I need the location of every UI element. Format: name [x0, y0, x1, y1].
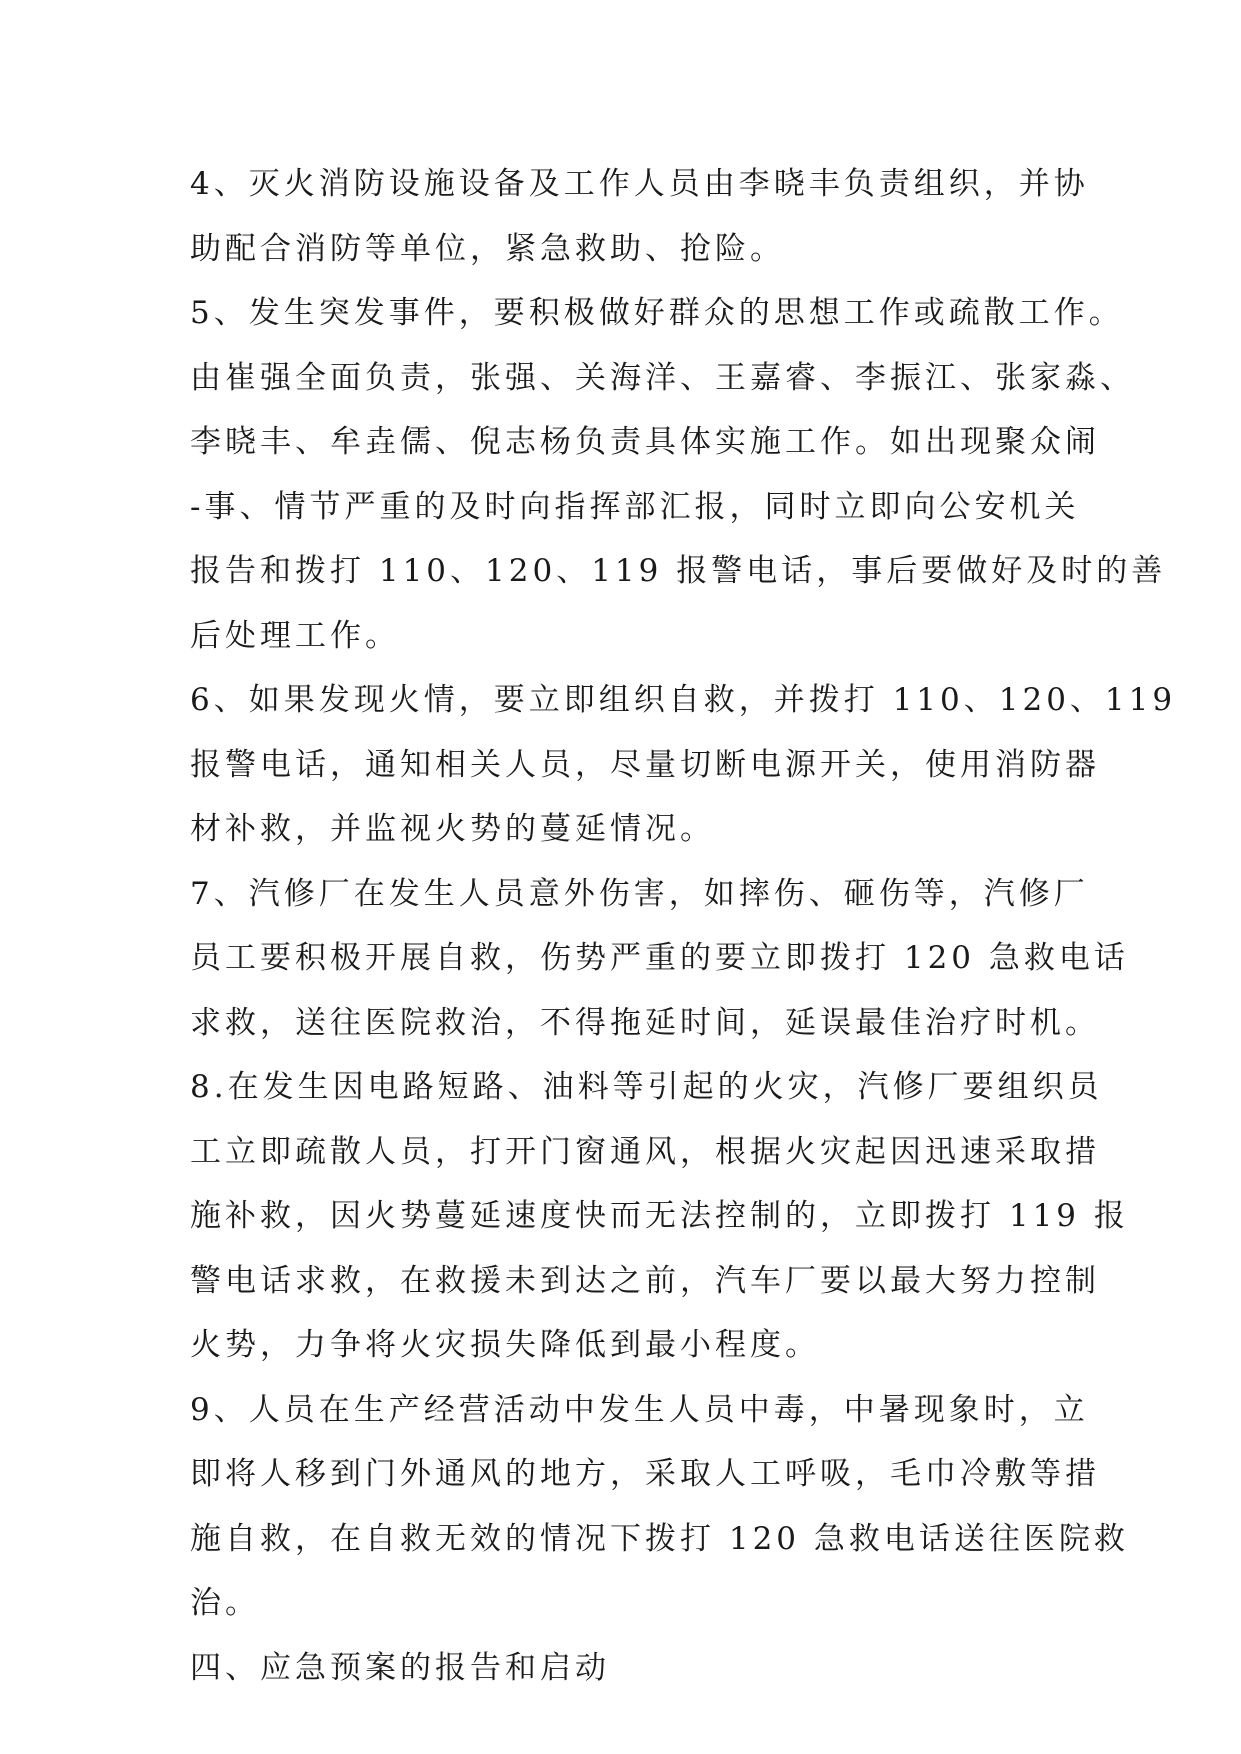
- text-line: 助配合消防等单位，紧急救助、抢险。: [190, 230, 785, 267]
- text-line: 8.在发生因电路短路、油料等引起的火灾，汽修厂要组织员: [190, 1069, 1103, 1105]
- text-line: 后处理工作。: [190, 617, 400, 654]
- text-line: 由崔强全面负责，张强、关海洋、王嘉睿、李振江、张家淼、: [190, 359, 1135, 396]
- text-line: 火势，力争将火灾损失降低到最小程度。: [190, 1327, 820, 1363]
- text-line: 警电话求救，在救援未到达之前，汽车厂要以最大努力控制: [190, 1262, 1100, 1299]
- text-line: -事、情节严重的及时向指挥部汇报，同时立即向公安机关: [190, 488, 1080, 525]
- text-line: 即将人移到门外通风的地方，采取人工呼吸，毛巾冷敷等措: [190, 1456, 1100, 1492]
- text-line: 李晓丰、牟垚儒、倪志杨负责具体实施工作。如出现聚众闹: [190, 424, 1100, 460]
- section-heading: 四、应急预案的报告和启动: [190, 1649, 610, 1686]
- text-line: 工立即疏散人员，打开门窗通风，根据火灾起因迅速采取措: [190, 1133, 1100, 1170]
- text-line: 6、如果发现火情，要立即组织自救，并拨打 110、120、119: [190, 682, 1177, 718]
- text-line: 9、人员在生产经营活动中发生人员中毒，中暑现象时，立: [190, 1391, 1089, 1428]
- text-line: 材补救，并监视火势的蔓延情况。: [190, 811, 715, 847]
- text-line: 施自救，在自救无效的情况下拨打 120 急救电话送往医院救: [190, 1520, 1129, 1557]
- text-line: 7、汽修厂在发生人员意外伤害，如摔伤、砸伤等，汽修厂: [190, 875, 1089, 912]
- text-line: 治。: [190, 1585, 260, 1621]
- text-line: 施补救，因火势蔓延速度快而无法控制的，立即拨打 119 报: [190, 1198, 1129, 1234]
- text-line: 报告和拨打 110、120、119 报警电话，事后要做好及时的善: [190, 553, 1167, 589]
- text-line: 员工要积极开展自救，伤势严重的要立即拨打 120 急救电话: [190, 940, 1129, 976]
- text-line: 4、灭火消防设施设备及工作人员由李晓丰负责组织，并协: [190, 166, 1089, 202]
- text-line: 报警电话，通知相关人员，尽量切断电源开关，使用消防器: [190, 746, 1100, 783]
- text-line: 求救，送往医院救治，不得拖延时间，延误最佳治疗时机。: [190, 1004, 1100, 1041]
- text-line: 5、发生突发事件，要积极做好群众的思想工作或疏散工作。: [190, 295, 1124, 331]
- document-body: [190, 152, 1177, 1700]
